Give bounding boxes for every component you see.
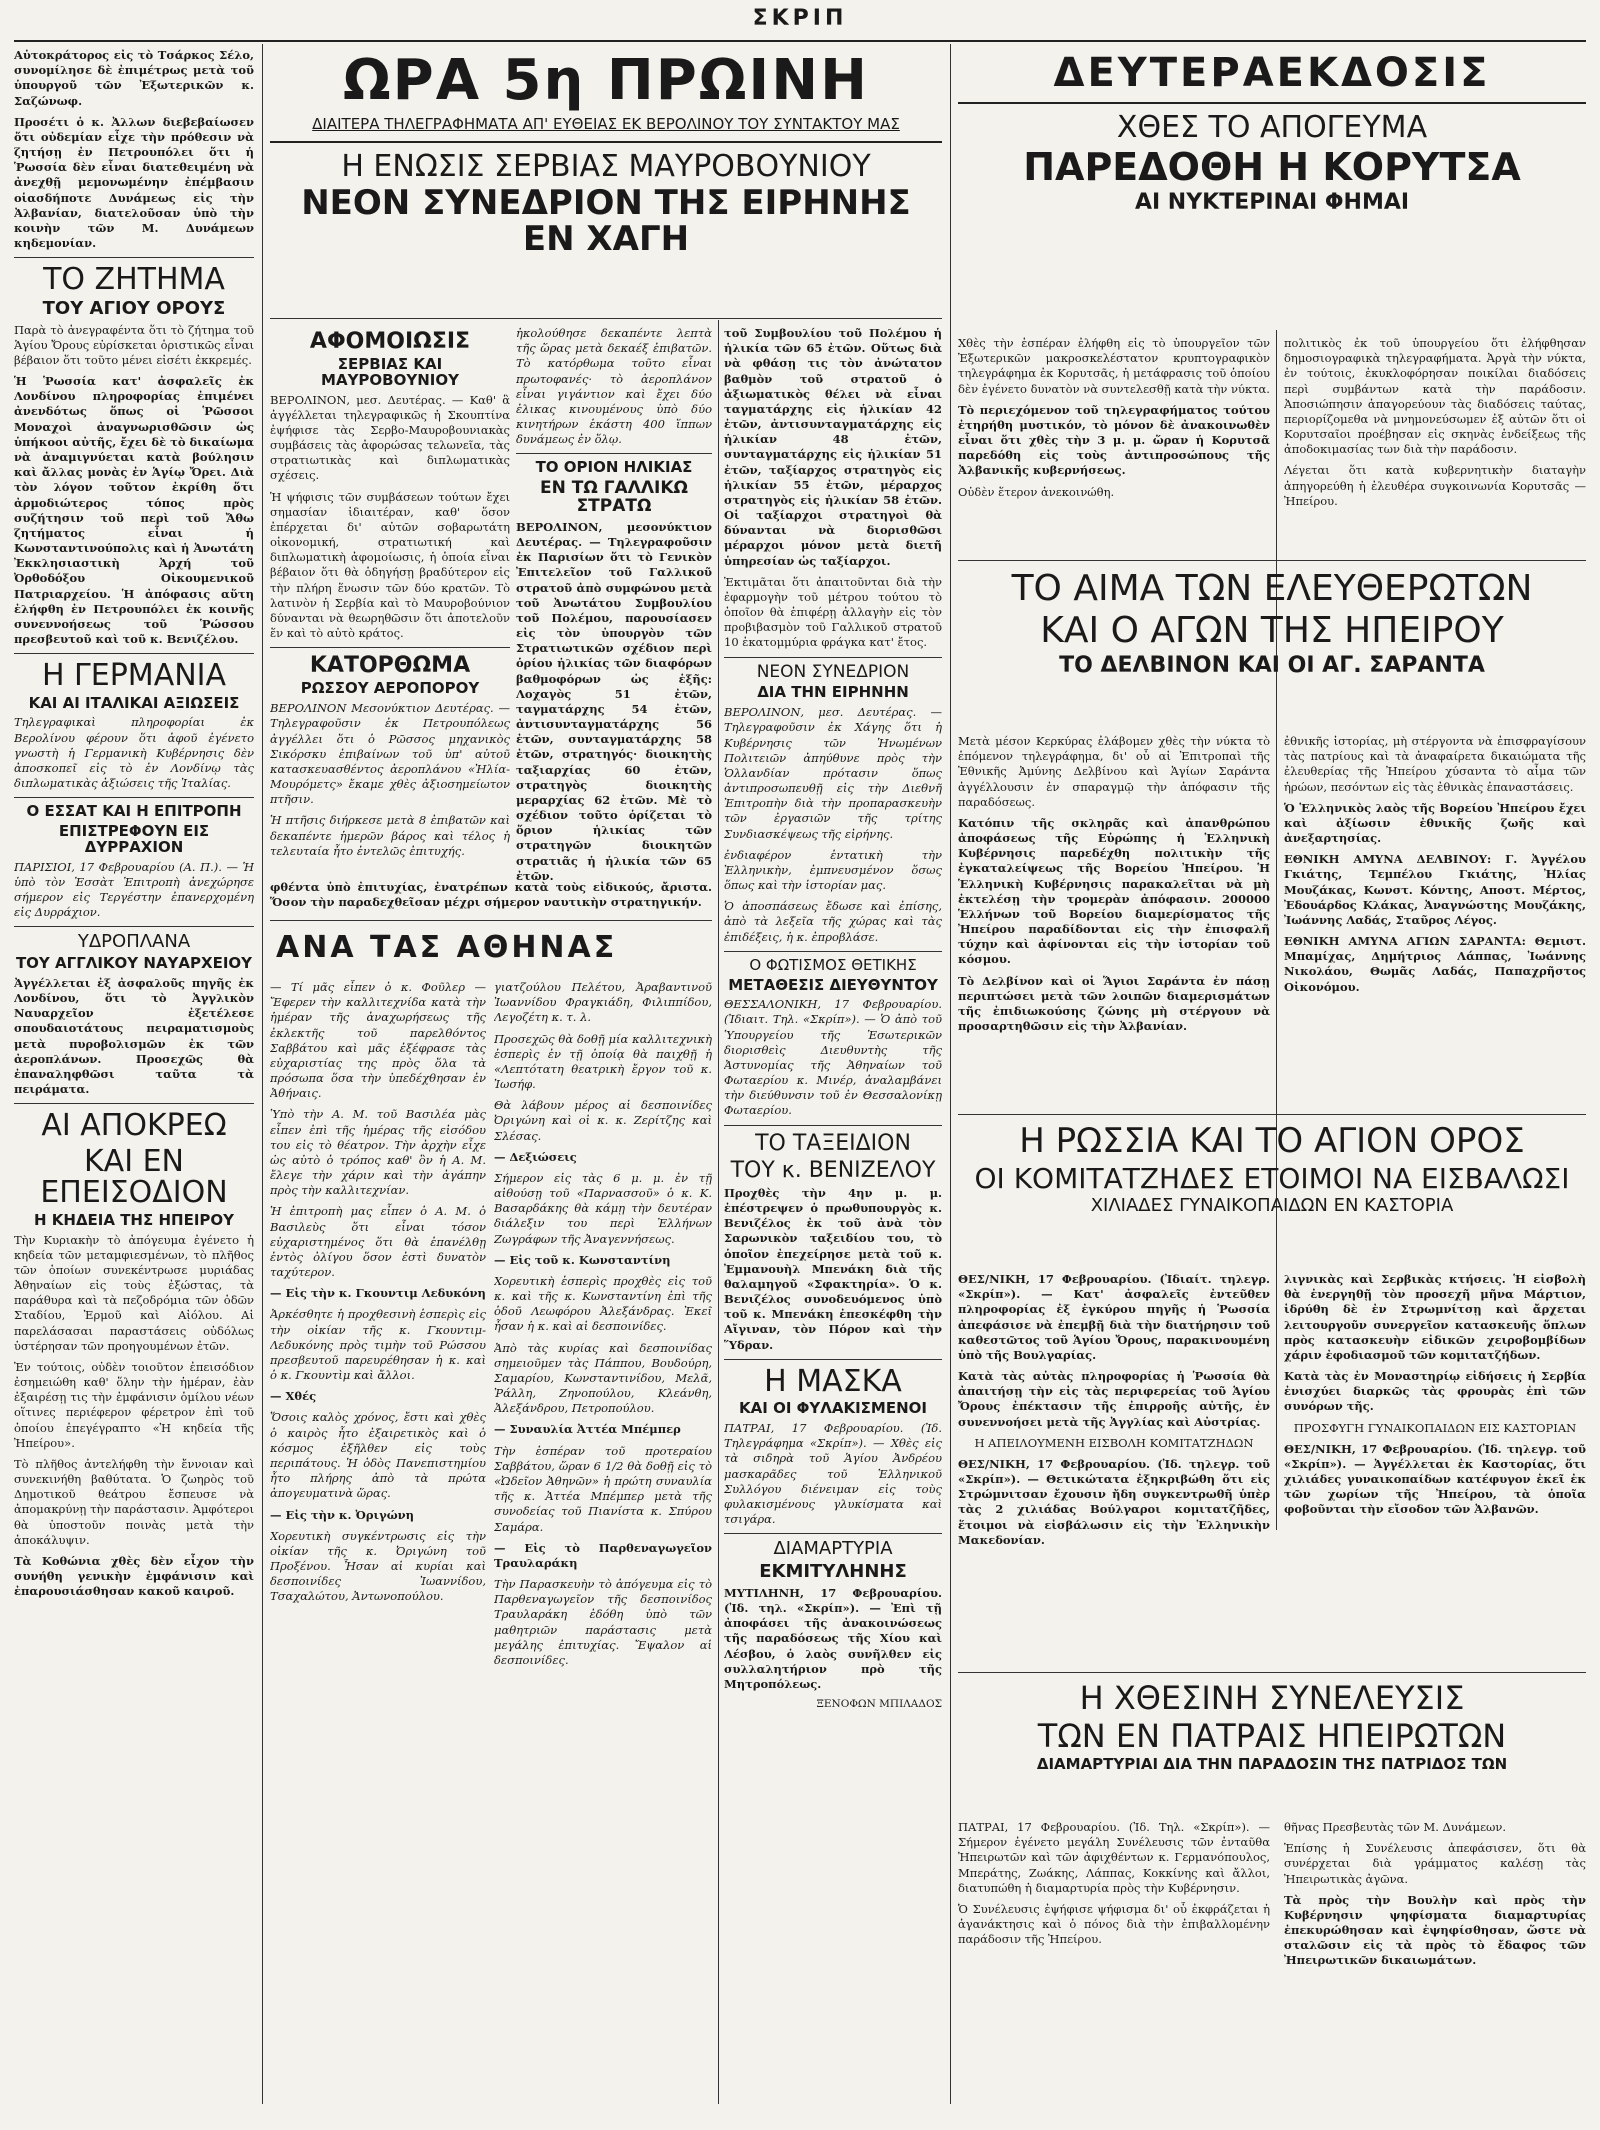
column-right-c bbox=[958, 734, 1270, 1114]
apokreo-subhead: ΚΑΙ ΕΝ ΕΠΕΙΣΟΔΙΟΝ bbox=[40, 1143, 228, 1211]
article-intro: Αὐτοκράτορος εἰς τὸ Τσάρκος Σέλο, συνομίλησε δὲ ἐπιμέτρως μετὰ τοῦ ὑπουργοῦ τῶν Ἐξωτερικῶν κ. Σαζώνωφ. bbox=[14, 48, 254, 108]
athens-b-para-8: Τὴν Παρασκευὴν τὸ ἀπόγευμα εἰς τὸ Παρθεναγωγεῖον τῆς δεσποινίδος Τραυλαράκη ἐδόθη ὑπὸ τῶν μαθητριῶν παράστασις μετὰ μεγάλης ἐπιτυχίας. Ἔψαλον αἱ δεσποινίδες. bbox=[494, 1577, 712, 1667]
divider bbox=[270, 141, 942, 143]
divider bbox=[724, 951, 942, 952]
komitadji-para-2: Κατὰ τὰς αὐτὰς πληροφορίας ἡ Ῥωσσία θὰ ἀπαιτήσῃ τὴν εἰς τὰς περιφερείας τοῦ Ἁγίου Ὄρους ἐπέκτασιν τῆς ἐπιρροῆς αὐτῆς, ἐν συνεννοήσει μετὰ τῆς Ἀγγλίας καὶ Αὐστρίας. bbox=[958, 1369, 1270, 1429]
peace-para-3: Ὁ ἀποσπάσεως ἔδωσε καὶ ἐπίσης, ἀπὸ τὰ λεξεῖα τῆς χώρας καὶ τὰς ἐπιδέξεις, ἡ κ. ἐπροβλάσε. bbox=[724, 899, 942, 944]
protest-signature: ΞΕΝΟΦΩΝ ΜΠΙΛΑΔΟΣ bbox=[816, 1698, 942, 1711]
divider bbox=[516, 453, 712, 454]
delvino-b-para-3: ΕΘΝΙΚΗ ΑΜΥΝΑ ΔΕΛΒΙΝΟΥ: Γ. Ἀγγέλου Γκιάτης, Τεμπέλου Γκιάτης, Ἠλίας Μουζάκας, Κωνστ. Κόντης, Αποστ. Μέρτος, Ἐδουάρδος Κλάκας, Ἀναγνώστης Μουζάκης, Ἰωάννης Λαδάς, Σταῦρος Λέγος. bbox=[1284, 852, 1586, 927]
divider bbox=[14, 797, 254, 798]
column-center-a bbox=[270, 326, 510, 886]
kastoria-subhead: ΧΙΛΙΑΔΕΣ ΓΥΝΑΙΚΟΠΑΙΔΩΝ ΕΝ ΚΑΣΤΟΡΙΑ bbox=[1090, 1195, 1454, 1217]
aviator-para-2: Ἡ πτῆσις διήρκεσε μετὰ 8 ἐπιβατῶν καὶ δεκαπέντε ἡμερῶν βάρος καὶ τέλος ἡ τελευταία ἦτο ἐντελῶς ἐπιτυχής. bbox=[270, 813, 510, 858]
athens-b-para-1: γιατζούλου Πελέτου, Ἀραβαντινοῦ Ἰωαννίδου Φραγκιάδη, Φιλιππίδου, Λεγοζέτη κ. τ. λ. bbox=[494, 980, 712, 1025]
aviator-para-1: ΒΕΡΟΛΙΝΟΝ Μεσονύκτιον Δευτέρας. — Τηλεγραφοῦσιν ἐκ Πετρουπόλεως ἀγγέλλει ὅτι ὁ Ρῶσσος μηχανικὸς Σικόρσκυ ἐπιβαίνων τοῦ ὑπ' αὐτοῦ κατασκευασθέντος ἀεροπλάνου «Ἠλία-Μουρόμετς» ἔκαμε χθὲς ἀξιοσημείωτον πτῆσιν. bbox=[270, 701, 510, 807]
mask-para: ΠΑΤΡΑΙ, 17 Φεβρουαρίου. (Ἰδ. Τηλεγράφημα «Σκρίπ»). — Χθὲς εἰς τὰ σιδηρὰ τοῦ Ἁγίου Ἀνδρέου μασκαρᾶδες τοῦ Ἑλληνικοῦ Συλλόγου διένειμαν εἰς τοὺς φυλακισμένους γλυκίσματα καὶ τσιγάρα. bbox=[724, 1420, 942, 1527]
apokreo-para-2: Ἐν τούτοις, οὐδὲν τοιοῦτον ἐπεισόδιον ἐσημειώθη καθ' ὅλην τὴν ἡμέραν, ἐὰν ἐξαιρέσῃ τις τὴν ἐμφάνισιν ὁμίλου νέων οἵτινες περιέφερον φέρετρον ἐπὶ τοῦ ὁποίου ἐπεγέγραπτο «Ἡ κηδεία τῆς Ἠπείρου». bbox=[14, 1359, 254, 1450]
athens-b-para-7: Τὴν ἑσπέραν τοῦ προτεραίου Σαββάτου, ὥραν 6 1/2 θὰ δοθῇ εἰς τὸ «Ὠδεῖον Ἀθηνῶν» ἡ πρώτη συναυλία τῆς κ. Ἀττέα Μπέμπερ μετὰ τῆς συνοδείας τοῦ Πιανίστα κ. Σπύρου Σαμάρα. bbox=[494, 1443, 712, 1534]
assembly-b-para-2: Ἐπίσης ἡ Συνέλευσις ἀπεφάσισεν, ὅτι θὰ συνέρχεται διὰ γράμματος καλέσῃ τὰς Ἠπειρωτικὰς ἀγῶνα. bbox=[1284, 1841, 1586, 1886]
column-right-d bbox=[1284, 734, 1586, 1114]
delvino-para-2: Κατόπιν τῆς σκληρᾶς καὶ ἀπανθρώπου ἀποφάσεως τῆς Εὐρώπης ἡ Ἑλληνικὴ Κυβέρνησις παρεδέχθη πολιτικὴν τῆς ἐγκαταλείψεως τῆς Βορείου Ἠπείρου. Ἡ Ἑλληνικὴ Κυβέρνησις παρακαλεῖται νὰ μὴ ἐκτελέσῃ τὴν τρομερὰν ἀπόφασιν. 200000 Ἑλλήνων τοῦ Βορείου διαμερίσματος τῆς Ἠπείρου παραδίδονται εἰς τὴν ἐπισφαλῆ τύχην καὶ ἀφίνονται εἰς τὴν ἱστορίαν τοῦ κόσμου. bbox=[958, 815, 1270, 967]
athens-para-1: — Τί μᾶς εἶπεν ὁ κ. Φοῦλερ — Ἔφερεν τὴν καλλιτεχνίδα κατὰ τὴν ἡμέραν τῆς ἀναχωρήσεως τῆς ἐκλεκτῆς τοῦ παρελθόντος Σαββάτου καὶ μᾶς ἐξέφρασε τὰς εὐχαριστίας της πρὸς ὅλα τὰ πρόσωπα ὅσα τὴν ὑπεδέχθησαν ἐν Ἀθήναις. bbox=[270, 980, 486, 1101]
athens-b-para-2: Προσεχῶς θὰ δοθῇ μία καλλιτεχνικὴ ἑσπερὶς ἐν τῇ ὁποίᾳ θὰ παιχθῇ ἡ «Λεπτότατη θεατρικὴ ἔργον τοῦ κ. Ἰωσήφ. bbox=[494, 1031, 712, 1092]
divider bbox=[958, 1114, 1586, 1115]
masthead: ΣΚΡΙΠ bbox=[752, 6, 848, 31]
athens-b-para-3: Θὰ λάβουν μέρος αἱ δεσποινίδες Ὀριγώνη καὶ οἱ κ. κ. Ζερίτζης καὶ Σλέσας. bbox=[494, 1098, 712, 1143]
mask-headline: Η ΜΑΣΚΑ bbox=[764, 1363, 902, 1399]
divider bbox=[724, 657, 942, 658]
assembly-headline: Η ΧΘΕΣΙΝΗ ΣΥΝΕΛΕΥΣΙΣ bbox=[1079, 1679, 1465, 1717]
column-right-b bbox=[1284, 336, 1586, 560]
assimilation-headline: ΑΦΟΜΟΙΩΣΙΣ bbox=[309, 329, 471, 354]
peace-subhead: ΔΙΑ ΤΗΝ ΕΙΡΗΝΗΝ bbox=[757, 683, 909, 702]
russia-heading-wrap bbox=[958, 1120, 1586, 1270]
korytsa-para-2: Τὸ περιεχόμενον τοῦ τηλεγραφήματος τούτου ἐτηρήθη μυστικόν, τὸ μόνον δὲ ἀνακοινωθὲν εἶναι ὅτι χθὲς τὴν 3 μ. μ. ὥραν ἡ Κορυτσᾶ παρεδόθη εἰς τοὺς ἀντιπροσώπους τῆς Ἀλβανικῆς κυβερνήσεως. bbox=[958, 402, 1270, 478]
apokreo-para-3: Τὸ πλῆθος ἀντελήφθη τὴν ἔννοιαν καὶ συνεκινήθη βαθύτατα. Ὁ ζωηρὸς τοῦ Δημοτικοῦ θεάτρου ἔσπευσε νὰ ἀπομακρύνῃ τὴν παράστασιν. Ἀμφότεροι θὰ ὑποστοῦν ποινὰς μετὰ τὴν ἀποκάλυψιν. bbox=[14, 1456, 254, 1547]
assimilation-para-2: Ἡ ψήφισις τῶν συμβάσεων τούτων ἔχει σημασίαν ἰδιαιτέραν, καθ' ὅσον ἐπέρχεται δι' αὐτῶν σοβαρωτάτη οἰκονομική, στρατιωτική καὶ διπλωματικὴ ἀφομοίωσις, ἡ ὁποία εἶναι βέβαιον ὅτι θὰ ὁδηγήσῃ βραδύτερον εἰς τὴν πλήρη ἕνωσιν τῶν δύο κρατῶν. Τὸ λατινὸν ἡ Σερβία καὶ τὸ Μαυροβούνιον δύνανται νὰ θεωρηθῶσιν ὅτι ἀποτελοῦν ἕν καὶ τὸ αὐτὸ κράτος. bbox=[270, 489, 510, 641]
komitadji-b-para-2: Κατὰ τὰς ἐν Μοναστηρίῳ εἰδήσεις ἡ Σερβία ἐνισχύει διαρκῶς τὰς φρουρὰς ἐπὶ τῶν συνόρων τῆς. bbox=[1284, 1369, 1586, 1414]
mask-subhead: ΚΑΙ ΟΙ ΦΥΛΑΚΙΣΜΕΝΟΙ bbox=[739, 1399, 927, 1418]
apokreo-para-1: Τὴν Κυριακὴν τὸ ἀπόγευμα ἐγένετο ἡ κηδεία τῶν μεταμφιεσμένων, τὸ πλῆθος τῶν ὁποίων συνεκέντρωσε μυριάδας Ἀθηναίων εἰς τοὺς ἐξώστας, τὰ παράθυρα καὶ τὰ πεζοδρόμια τῶν ὁδῶν Σταδίου, Ἑρμοῦ καὶ Αἰόλου. Αἱ παρελάσασαι παραστάσεις οὐδόλως ὑστέρησαν τῶν προηγουμένων ἐτῶν. bbox=[14, 1232, 254, 1353]
athens-para-4: Ἀρκέσθητε ἡ προχθεσινὴ ἑσπερὶς εἰς τὴν οἰκίαν τῆς κ. Γκουντιμ-Λεδυκόνης πρὸς τιμὴν τοῦ Ρώσσου πρεσβευτοῦ παρευρέθησαν ἡ κ. καὶ ὁ κ. Γκουντὶμ καὶ ἄλλοι. bbox=[270, 1307, 486, 1383]
column-rule bbox=[718, 320, 719, 2104]
athens-b-subhead-3: — Συναυλία Ἀττέα Μπέμπερ bbox=[494, 1422, 681, 1437]
athens-heading-wrap bbox=[270, 924, 712, 984]
column-athens-b bbox=[494, 980, 712, 2104]
age-limit-para: ΒΕΡΟΛΙΝΟΝ, μεσονύκτιον Δευτέρας. — Τηλεγραφοῦσιν ἐκ Παρισίων ὅτι τὸ Γενικὸν Ἐπιτελεῖον τοῦ Γαλλικοῦ στρατοῦ ἀπὸ συμφώνου μετὰ τοῦ Ἀνωτάτου Συμβουλίου τοῦ Πολέμου, παρουσίασεν εἰς τὸν ὑπουργὸν τῶν Στρατιωτικῶν σχέδιον περὶ ὁρίου ἡλικίας τῶν διαφόρων βαθμοφόρων ὡς ἑξῆς: Λοχαγὸς 51 ἐτῶν, ταγματάρχης 54 ἐτῶν, ἀντισυνταγματάρχης 56 ἐτῶν, συνταγματάρχης 58 ἐτῶν, στρατηγός· διοικητὴς ταξιαρχίας 60 ἐτῶν, στρατηγὸς διοικητὴς μεραρχίας 62 ἐτῶν. Μὲ τὸ σχέδιον τοῦτο ὁρίζεται τὸ ὅριον ἡλικίας τῶν στρατηγῶν διοικητῶν στρατιᾶς ἡ ἡλικία τῶν 65 ἐτῶν. bbox=[516, 519, 712, 883]
divider bbox=[724, 1125, 942, 1126]
korytsa-para-1: Χθὲς τὴν ἑσπέραν ἐλήφθη εἰς τὸ ὑπουργεῖον τῶν Ἐξωτερικῶν μακροσκελέστατον κρυπτογραφικὸν τηλεγράφημα ἐκ Κορυτσᾶς, ἡ μετάφρασις τοῦ ὁποίου δὲν ἐγένετο δυνατὸν νὰ συντελεσθῇ κατὰ τὴν νύκτα. bbox=[958, 336, 1270, 396]
hydro-para: Ἀγγέλλεται ἐξ ἀσφαλοῦς πηγῆς ἐκ Λονδίνου, ὅτι τὸ Ἀγγλικὸν Ναυαρχεῖον ἐξετέλεσε σπουδαιοτάτους πειραματισμοὺς μετὰ πυροβολισμῶν ἐκ τῶν ἀεροπλάνων. Προσεχῶς θὰ ἐπαναληφθῶσι ταῦτα τὰ πειράματα. bbox=[14, 975, 254, 1097]
apokreo-para-4: Τὰ Κοθώνια χθὲς δὲν εἶχον τὴν συνήθη γενικὴν ἐμφάνισιν καὶ ἐπαρουσιάσθησαν κακοῦ καιροῦ. bbox=[14, 1553, 254, 1599]
athos-headline: ΤΟ ΖΗΤΗΜΑ bbox=[43, 262, 225, 298]
delvino-b-para-4: ΕΘΝΙΚΗ ΑΜΥΝΑ ΑΓΙΩΝ ΣΑΡΑΝΤΑ: Θεμιστ. Μπαμίχας, Δημήτριος Λάππας, Ἰωάννης Νικολάου, Θωμᾶς Λαδάς, Παπαχρῆστος Οἰκονόμου. bbox=[1284, 934, 1586, 994]
komitadji-para-3: ΘΕΣ/ΝΙΚΗ, 17 Φεβρουαρίου. (Ἰδ. τηλεγρ. τοῦ «Σκρίπ»). — Θετικώτατα ἐξηκριβώθη ὅτι εἰς Στρώμνιτσαν ἔχουσιν ἤδη συγκεντρωθῆ ὑπὲρ τὰς 2 χιλιάδας Βούλγαροι κομιτατζῆδες, ἕτοιμοι νὰ εἰσβάλωσιν εἰς τὴν Ἑλληνικὴν Μακεδονίαν. bbox=[958, 1456, 1270, 1547]
peace-para: ΒΕΡΟΛΙΝΟΝ, μεσ. Δευτέρας. — Τηλεγραφοῦσιν ἐκ Χάγης ὅτι ἡ Κυβέρνησις τῶν Ἡνωμένων Πολιτειῶν ἀπηύθυνε πρὸς τὴν Ὁλλανδίαν πρότασιν ὅπως ἀντιπροσωπευθῇ εἰς τὴν Διεθνῆ Ἐπιτροπὴν διὰ τὴν προπαρασκευὴν τῶν ἐργασιῶν τῆς τρίτης Συνδιασκέψεως τῆς εἰρήνης. bbox=[724, 705, 942, 841]
germany-headline: Η ΓΕΡΜΑΝΙΑ bbox=[41, 658, 227, 694]
athens-para-3: Ἡ ἐπιτροπὴ μας εἶπεν ὁ Α. Μ. ὁ Βασιλεὺς ὅτι εἶναι τόσον εὐχαριστημένος ὅτι θὰ ἐπανέλθῃ ἐντὸς ὀλίγου ὅσον ἐστὶ δυνατὸν ταχύτερον. bbox=[270, 1204, 486, 1280]
athens-subhead-1: — Εἰς τὴν κ. Γκουντιμ Λεδυκόνη bbox=[270, 1286, 486, 1301]
second-edition-banner: ΔΕΥΤΕΡΑΕΚΔΟΣΙΣ bbox=[1053, 50, 1491, 96]
assembly-subhead-2: ΔΙΑΜΑΡΤΥΡΙΑΙ ΔΙΑ ΤΗΝ ΠΑΡΑΔΟΣΙΝ ΤΗΣ ΠΑΤΡΙΔΟΣ ΤΩΝ bbox=[1036, 1755, 1508, 1774]
hydro-headline: ΥΔΡΟΠΛΑΝΑ bbox=[77, 931, 191, 953]
divider bbox=[270, 647, 510, 648]
protest-headline: ΔΙΑΜΑΡΤΥΡΙΑ bbox=[773, 1538, 893, 1560]
column-center-b bbox=[516, 326, 712, 886]
column-rule bbox=[950, 44, 951, 2104]
union-headline: Η ΕΝΩΣΙΣ ΣΕΡΒΙΑΣ ΜΑΥΡΟΒΟΥΝΙΟΥ bbox=[341, 148, 871, 184]
divider bbox=[14, 257, 254, 258]
athens-b-subhead-1: — Δεξιώσεις bbox=[494, 1149, 577, 1164]
age-cont-para-1: τοῦ Συμβουλίου τοῦ Πολέμου ἡ ἡλικία τῶν 65 ἐτῶν. Οὕτως διὰ νὰ φθάσῃ τις τὸν ἀνώτατον βαθμὸν τοῦ στρατοῦ ὁ ἀξιωματικὸς θέλει νὰ εἶναι ταγματάρχης εἰς ἡλικίαν 42 ἐτῶν, ἀντισυνταγματάρχης εἰς ἡλικίαν 48 ἐτῶν, συνταγματάρχης εἰς ἡλικίαν 51 ἐτῶν, ταξίαρχος στρατηγὸς εἰς ἡλικίαν 55 ἐτῶν, μέραρχος στρατηγὸς εἰς ἡλικίαν 58 ἐτῶν. Οἱ ταξίαρχοι στρατηγοὶ θὰ δύνανται νὰ διορισθῶσι μέραρχοι μόνον μετὰ διετῆ ὑπηρεσίαν ὡς ταξίαρχοι. bbox=[724, 326, 942, 568]
banner-headline: ΩΡΑ 5η ΠΡΩΙΝΗ bbox=[343, 48, 869, 113]
athens-b-subhead-2: — Εἰς τοῦ κ. Κωνσταντίνη bbox=[494, 1252, 671, 1267]
komitadji-b-subhead-2: ΠΡΟΣΦΥΓΗ ΓΥΝΑΙΚΟΠΑΙΔΩΝ ΕΙΣ ΚΑΣΤΟΡΙΑΝ bbox=[1293, 1420, 1577, 1435]
column-rule bbox=[262, 44, 263, 2104]
column-center-c bbox=[724, 326, 942, 2106]
blood-heading-wrap bbox=[958, 566, 1586, 732]
divider bbox=[14, 653, 254, 654]
peace-para-2: ἐνδιαφέρον ἐντατικὴ τὴν Ἑλληνικὴν, ἐμπνευσμένον ὅσως ὅπως καὶ τὴν ἱστορίαν μας. bbox=[724, 847, 942, 893]
delvino-para-1: Μετὰ μέσον Κερκύρας ἐλάβομεν χθὲς τὴν νύκτα τὸ ἑπόμενον τηλεγράφημα, δι' οὗ αἱ Ἐπιτροπαὶ τῆς Ἐθνικῆς Ἀμύνης Δελβίνου καὶ Ἁγίων Σαράντα ἀγγέλλουσιν ἐν σπαραγμῷ τὴν ἀπόφασιν τῆς παραδόσεως. bbox=[958, 734, 1270, 809]
column-right-a bbox=[958, 336, 1270, 560]
athos-para-1: Παρὰ τὸ ἀνεγραφέντα ὅτι τὸ ζήτημα τοῦ Ἁγίου Ὄρους εὑρίσκεται ὁριστικῶς εἶναι βέβαιον ὅτι τοῦτο μένει εἰσέτι ἐκκρεμές. bbox=[14, 322, 254, 367]
essad-subhead: ΕΠΙΣΤΡΕΦΟΥΝ ΕΙΣ ΔΥΡΡΑΧΙΟΝ bbox=[58, 822, 210, 856]
column-right-top bbox=[958, 48, 1586, 334]
athens-subhead-2: — Χθές bbox=[270, 1389, 317, 1404]
germany-para: Τηλεγραφικαὶ πληροφορίαι ἐκ Βερολίνου φέρουν ὅτι ἀφοῦ ἐγένετο γνωστὴ ἡ Γερμανικὴ Κυβέρνησις δὲν ἀποσκοπεῖ εἰς τὸ ἐν Λονδίνῳ τὰς διπλωματικὰς ἀξιώσεις τῆς Ἰταλίας. bbox=[14, 715, 254, 791]
column-right-f bbox=[1284, 1272, 1586, 1672]
banner-subhead: ΔΙΑΙΤΕΡΑ ΤΗΛΕΓΡΑΦΗΜΑΤΑ ΑΠ' ΕΥΘΕΙΑΣ ΕΚ ΒΕΡΟΛΙΝΟΥ ΤΟΥ ΣΥΝΤΑΚΤΟΥ ΜΑΣ bbox=[312, 114, 900, 133]
protest-para: ΜΥΤΙΛΗΝΗ, 17 Φεβρουαρίου. (Ἰδ. τηλ. «Σκρίπ»). — Ἐπὶ τῇ ἀποφάσει τῆς ἀνακοινώσεως τῆς παραδόσεως τῆς Χίου καὶ Λέσβου, ὁ λαὸς συνῆλθεν εἰς συλλαλητήριον πρὸ τῆς Μητροπόλεως. bbox=[724, 1585, 942, 1691]
divider bbox=[270, 318, 942, 319]
athens-b-para-4: Σήμερον εἰς τὰς 6 μ. μ. ἐν τῇ αἰθούσῃ τοῦ «Παρνασσοῦ» ὁ κ. Κ. Βασαρδάκης θὰ κάμῃ τὴν δευτέραν διάλεξιν του περὶ Ἐλλήνων Ζωγράφων τῆς Ἀναγεννήσεως. bbox=[494, 1170, 712, 1246]
assembly-para-2: Ὁ Συνέλευσις ἐψήφισε ψήφισμα δι' οὗ ἐκφράζεται ἡ ἀγανάκτησις καὶ ὁ πόνος διὰ τὴν ἐπιβαλλομένην παράδοσιν τῆς Ἠπείρου. bbox=[958, 1901, 1270, 1947]
essad-headline: Ο ΕΣΣΑΤ ΚΑΙ Η ΕΠΙΤΡΟΠΗ bbox=[26, 802, 242, 821]
athens-b-subhead-4: — Εἰς τὸ Παρθεναγωγεῖον Τραυλαράκη bbox=[494, 1540, 712, 1570]
komitadji-para-1: ΘΕΣ/ΝΙΚΗ, 17 Φεβρουαρίου. (Ἰδιαίτ. τηλεγρ. «Σκρίπ»). — Κατ' ἀσφαλεῖς ἐντεῦθεν πληροφορίας ἐξ ἐγκύρου πηγῆς ἡ Ῥωσσία ἀπεφάσισε νὰ ἐπεμβῇ διὰ τὴν διατήρησιν τοῦ καθεστῶτος τοῦ Ἁγίου Ὄρους, παρακινουμένη ὑπὸ τῆς Βουλγαρίας. bbox=[958, 1272, 1270, 1362]
transfer-headline: ΜΕΤΑΘΕΣΙΣ ΔΙΕΥΘΥΝΤΟΥ bbox=[728, 975, 938, 994]
delvino-subhead: ΤΟ ΔΕΛΒΙΝΟΝ ΚΑΙ ΟΙ ΑΓ. ΣΑΡΑΝΤΑ bbox=[1059, 652, 1485, 678]
divider bbox=[958, 1672, 1586, 1673]
divider bbox=[14, 1103, 254, 1104]
korytsa-b-para-2: Λέγεται ὅτι κατὰ κυβερνητικὴν διαταγὴν ἀπηγορεύθη ἡ ἐλευθέρα συγκοινωνία Κορυτσᾶς — Ἠπείρου. bbox=[1284, 463, 1586, 508]
russia-headline: Η ΡΩΣΣΙΑ ΚΑΙ ΤΟ ΑΓΙΟΝ ΟΡΟΣ bbox=[1019, 1121, 1525, 1161]
age-limit-headline: ΤΟ ΟΡΙΟΝ ΗΛΙΚΙΑΣ bbox=[535, 458, 693, 477]
apokreo-subhead-2: Η ΚΗΔΕΙΑ ΤΗΣ ΗΠΕΙΡΟΥ bbox=[33, 1210, 235, 1229]
assembly-b-para-3: Τὰ πρὸς τὴν Βουλὴν καὶ πρὸς τὴν Κυβέρνησιν ψηφίσματα διαμαρτυρίας ἐπεκυρώθησαν καὶ ἐψηφίσθησαν, ὥστε νὰ σταλῶσιν εἰς τὰ πρὸς τὸ ἔδαφος τῶν Ἠπειρωτικῶν δικαιωμάτων. bbox=[1284, 1892, 1586, 1968]
column-center-bridge bbox=[270, 880, 712, 920]
column-right-g bbox=[958, 1820, 1270, 2110]
athens-b-para-6: Ἀπὸ τὰς κυρίας καὶ δεσποινίδας σημειοῦμεν τὰς Πάππου, Βουδούρη, Σαμαρίου, Κωνσταντινίδου, Μελᾶ, Ῥάλλη, Ζηνοπούλου, Κλεάνθη, Ἀλεξάνδρου, Πετροπούλου. bbox=[494, 1340, 712, 1416]
age-limit-subhead: ΕΝ ΤΩ ΓΑΛΛΙΚΩ ΣΤΡΑΤΩ bbox=[540, 478, 688, 516]
masthead-rule bbox=[14, 40, 1586, 42]
column-right-h bbox=[1284, 1820, 1586, 2110]
aviator-subhead: ΡΩΣΣΟΥ ΑΕΡΟΠΟΡΟΥ bbox=[300, 679, 480, 698]
athens-subhead-3: — Εἰς τὴν κ. Ὀριγώνη bbox=[270, 1507, 414, 1522]
aviator-para-3: ἠκολούθησε δεκαπέντε λεπτὰ τῆς ὥρας μετὰ δεκαέξ ἐπιβατῶν. Τὸ κατόρθωμα τοῦτο εἶναι πρωτοφανές· τὸ ἀεροπλάνον εἶναι γιγάντιον καὶ ἔχει δύο ἐλικας κινουμένους ὑπὸ δύο κινητήρων ἑκάστη 400 ἵππων δυνάμεως ἐν ὅλῳ. bbox=[516, 326, 712, 447]
divider bbox=[958, 102, 1586, 104]
apokreo-headline: ΑΙ ΑΠΟΚΡΕΩ bbox=[41, 1108, 227, 1144]
komitadji-headline: ΟΙ ΚΟΜΙΤΑΤΖΗΔΕΣ ΕΤΟΙΜΟΙ ΝΑ ΕΙΣΒΑΛΩΣΙ bbox=[974, 1161, 1570, 1195]
column-left bbox=[14, 48, 254, 2108]
age-cont-para-2: Ἐκτιμᾶται ὅτι ἀπαιτοῦνται διὰ τὴν ἐφαρμογὴν τοῦ μέτρου τούτου τὸ ὁποῖον θὰ ἐπιφέρῃ ἀλλαγὴν εἰς τὸν προβιβασμὸν τοῦ Γαλλικοῦ στρατοῦ 10 ἑκατομμύρια φράγκα κατ' ἔτος. bbox=[724, 574, 942, 650]
athos-subhead: ΤΟΥ ΑΓΙΟΥ ΟΡΟΥΣ bbox=[42, 297, 226, 319]
divider bbox=[270, 920, 712, 921]
divider bbox=[14, 926, 254, 927]
article-intro-2: Προσέτι ὁ κ. Ἀλλων διεβεβαίωσεν ὅτι οὐδεμίαν εἶχε τὴν πρόθεσιν νὰ ζητήσῃ ἐν Πετρουπόλει ὅτι ἡ Ῥωσσία δὲν εἶναι διατεθειμένη νὰ ἀνεχθῇ μεμονωμένην ἐπέμβασιν οἱασδήποτε Δυνάμεως εἰς τὴν Ἀλβανίαν, διατελοῦσαν ὑπὸ τὴν κοινὴν τῶν Μ. Δυνάμεων κηδεμονίαν. bbox=[14, 114, 254, 251]
komitadji-subhead-1: Η ΑΠΕΙΛΟΥΜΕΝΗ ΕΙΣΒΟΛΗ ΚΟΜΙΤΑΤΖΗΔΩΝ bbox=[974, 1435, 1254, 1450]
assembly-heading-wrap bbox=[958, 1678, 1586, 1818]
trip-headline: ΤΟ ΤΑΞΕΙΔΙΟΝ bbox=[755, 1130, 911, 1156]
germany-subhead: ΚΑΙ ΑΙ ΙΤΑΛΙΚΑΙ ΑΞΙΩΣΕΙΣ bbox=[28, 693, 240, 712]
hydro-subhead: ΤΟΥ ΑΓΓΛΙΚΟΥ ΝΑΥΑΡΧΕΙΟΥ bbox=[15, 954, 253, 973]
delvino-b-para-1: ἐθνικῆς ἱστορίας, μὴ στέργοντα νὰ ἐπισφραγίσουν τὰς πατρίους καὶ τὰ ἀναφαίρετα δικαιώματα τῆς ἐλευθερίας τῆς Ἠπείρου χύσαντα τὸ αἷμα τῶν ἡρώων, πεσόντων εἰς τὰς ἐθνικὰς ἐπαναστάσεις. bbox=[1284, 734, 1586, 794]
athens-b-para-5: Χορευτικὴ ἑσπερὶς προχθὲς εἰς τοῦ κ. καὶ τῆς κ. Κωνσταντίνη ἐπὶ τῆς ὁδοῦ Λεωφόρου Ἀλεξάνδρας. Ἐκεῖ ἦσαν ἡ κ. καὶ αἱ δεσποινίδες. bbox=[494, 1273, 712, 1334]
assembly-b-para-1: θῆνας Πρεσβευτὰς τῶν Μ. Δυνάμεων. bbox=[1284, 1820, 1507, 1834]
column-center-top bbox=[270, 48, 942, 324]
korytsa-b-para-1: πολιτικὸς ἐκ τοῦ ὑπουργείου ὅτι ἐλήφθησαν δημοσιογραφικὰ τηλεγραφήματα. Ἀργὰ τὴν νύκτα, ἐν τούτοις, ἐκυκλοφόρησαν ποικίλαι διαδόσεις περὶ συμβάντων κατὰ τὴν παράδοσιν. Ἀποσιώπησιν ἀπαγορεύουν τὰς διαδόσεις ταύτας, περιορίζομεθα νὰ μνημονεύσωμεν ἐξ αὐτῶν ὅτι οἱ Κορυτσαῖοι προέβησαν εἰς σκηνὰς ἐνδείξεως τῆς ἀποδοκιμασίας των διὰ τὴν παράδοσιν. bbox=[1284, 336, 1586, 457]
night-rumours-subhead: ΑΙ ΝΥΚΤΕΡΙΝΑΙ ΦΗΜΑΙ bbox=[1134, 190, 1410, 216]
athens-para-6: Χορευτικὴ συγκέντρωσις εἰς τὴν οἰκίαν τῆς κ. Ὀριγώνη τοῦ Προξένου. Ἦσαν αἱ κυρίαι καὶ δεσποινίδες Ἰωαννίδου, Τσαχαλώτου, Ἀντωνοπούλου. bbox=[270, 1528, 486, 1604]
athens-para-2: Ὑπὸ τὴν Α. Μ. τοῦ Βασιλέα μὰς εἶπεν ἐπὶ τῆς ἡμέρας τῆς εἰσόδου του εἰς τὸ θέατρον. Τὴν ἀρχὴν εἶχε ὡς αὐτὸ ὁ τρόπος καθ' ὃν ἡ Α. Μ. ἔλεγε τὴν χάριν καὶ τὴν ἀγάπην πρὸς τὴν καλλιτεχνίαν. bbox=[270, 1107, 486, 1198]
delvino-b-para-2: Ὁ Ἑλληνικὸς λαὸς τῆς Βορείου Ἠπείρου ἔχει καὶ ἀξίωσιν ἐθνικῆς ζωῆς καὶ ἀνεξαρτησίας. bbox=[1284, 800, 1586, 846]
athens-headline: ΑΝΑ ΤΑΣ ΑΘΗΝΑΣ bbox=[276, 930, 618, 965]
delvino-para-3: Τὸ Δελβίνον καὶ οἱ Ἅγιοι Σαράντα ἐν πάσῃ περιπτώσει μετὰ τῶν λοιπῶν διαμερισμάτων τῆς ἐπιδιωκούσης ζώνης μὴ στέργουν νὰ προσαρτηθῶσιν εἰς τὴν Ἀλβανίαν. bbox=[958, 973, 1270, 1034]
assembly-para-1: ΠΑΤΡΑΙ, 17 Φεβρουαρίου. (Ἰδ. Τηλ. «Σκρίπ»). — Σήμερον ἐγένετο μεγάλη Συνέλευσις τῶν ἐνταῦθα Ἠπειρωτῶν καὶ τῶν ἀφιχθέντων κ. Γερμανόπουλος, Μπεράτης, Ζωάκης, Λάππας, Κοκκίνης καὶ ἄλλοι, διατυπώθη ἡ διαμαρτυρία πρὸς τὴν Κυβέρνησιν. bbox=[958, 1820, 1270, 1895]
blood-headline: ΤΟ ΑΙΜΑ ΤΩΝ ΕΛΕΥΘΕΡΩΤΩΝ bbox=[1011, 568, 1533, 609]
divider bbox=[724, 1359, 942, 1360]
trip-para: Προχθὲς τὴν 4ην μ. μ. ἐπέστρεψεν ὁ πρωθυπουργὸς κ. Βενιζέλος ἐκ τοῦ ἀνὰ τὸν Σαρωνικὸν ταξειδίου του, τὸ ὁποῖον ἐπεχείρησε μετὰ τοῦ κ. Ἐμμανουὴλ Μπενάκη διὰ τῆς θαλαμηγοῦ «Σφακτηρία». Ὁ κ. Βενιζέλος συνοδευόμενος ὑπὸ τοῦ κ. Μπενάκη ἐπεσκέφθη τὴν Αἴγιναν, τὸν Πόρον καὶ τὴν Ὕδραν. bbox=[724, 1185, 942, 1352]
peace-headline: ΝΕΟΝ ΣΥΝΕΔΡΙΟΝ bbox=[756, 661, 910, 682]
conference-headline: ΝΕΟΝ ΣΥΝΕΔΡΙΟΝ ΤΗΣ ΕΙΡΗΝΗΣ ΕΝ ΧΑΓΗ bbox=[301, 183, 911, 259]
essad-para: ΠΑΡΙΣΙΟΙ, 17 Φεβρουαρίου (Α. Π.). — Ἡ ὑπὸ τὸν Ἐσσὰτ Ἐπιτροπὴ ἀνεχώρησε σήμερον εἰς Τεργέστην ἐπανερχομένη εἰς Δυρράχιον. bbox=[14, 859, 254, 920]
korytsa-headline: ΠΑΡΕΔΟΘΗ Η ΚΟΡΥΤΣΑ bbox=[1023, 144, 1521, 189]
struggle-headline: ΚΑΙ Ο ΑΓΩΝ ΤΗΣ ΗΠΕΙΡΟΥ bbox=[1040, 609, 1504, 651]
athens-para-5: Ὅσοις καλὸς χρόνος, ἔστι καὶ χθὲς ὁ καιρὸς ἦτο ἐξαιρετικὸς καὶ ὁ κόσμος ἐξῆλθεν εἰς τοὺς περιπάτους. Ἡ ὁδὸς Πανεπιστημίου ἦτο πλήρης ἀπὸ τὰ πρώτα ἀπογευματινὰ ὥρας. bbox=[270, 1410, 486, 1501]
assembly-subhead: ΤΩΝ ΕΝ ΠΑΤΡΑΙΣ ΗΠΕΙΡΩΤΩΝ bbox=[1037, 1716, 1507, 1755]
lighting-headline: Ο ΦΩΤΙΣΜΟΣ ΘΕΤΙΚΗΣ bbox=[749, 955, 917, 974]
trip-subhead: ΤΟΥ κ. ΒΕΝΙΖΕΛΟΥ bbox=[730, 1157, 936, 1183]
aviator-headline: ΚΑΤΟΡΘΩΜΑ bbox=[309, 653, 471, 679]
age-limit-continued: φθέντα ὑπὸ ἐπιτυχίας, ἐνατρέπων κατὰ τοὺς εἰδικούς, ἄριστα. Ὅσον τὴν παραδεχθεῖσαν μέχρι σήμερον ναυτικὴν στρατηγικήν. bbox=[270, 880, 712, 910]
korytsa-para-3: Οὐδὲν ἕτερον ἀνεκοινώθη. bbox=[958, 484, 1115, 499]
column-rule bbox=[1276, 330, 1277, 1530]
column-right-e bbox=[958, 1272, 1270, 1672]
athos-para-2: Ἡ Ῥωσσία κατ' ἀσφαλεῖς ἐκ Λονδίνου πληροφορίας ἐπιμένει ἀνενδότως ὅπως οἱ Ῥῶσσοι Μοναχοὶ ἀναγνωρισθῶσιν ὡς ὑπήκοοι αὐτῆς, ἔχει δὲ τὸ δικαίωμα νὰ ἀναμιγνύεται κατὰ βούλησιν καὶ ἄλλας μονὰς ἐν Ἁγίῳ Ὄρει. Διὰ τὸν λόγον τοῦτον ἐκρίθη ὅτι ἀρμοδιώτερος τόπος πρὸς συζήτησιν τοῦ περὶ τοῦ Ἄθω ζητήματος εἶναι ἡ Κωνσταντινούπολις καὶ ἡ Ἀνωτάτη Ἐκκλησιαστικὴ Ἀρχή τοῦ Ὀρθοδόξου Οἰκουμενικοῦ Πατριαρχείου. Ἡ ἀπόφασις αὕτη ἐλήφθη ἐν Πετρουπόλει ἐκ κοινῆς συνεννοήσεως τοῦ Ῥώσσου πρεσβευτοῦ καὶ τοῦ κ. Βενιζέλου. bbox=[14, 374, 254, 647]
komitadji-b-para-3: ΘΕΣ/ΝΙΚΗ, 17 Φεβρουαρίου. (Ἰδ. τηλεγρ. τοῦ «Σκρίπ»). — Ἀγγέλλεται ἐκ Καστορίας, ὅτι χιλιάδες γυναικοπαίδων κατέφυγον ἐκεῖ ἐκ τῶν χωρίων τῆς Ἠπείρου, τὰ ὁποῖα φοβοῦνται τὴν εἴσοδον τῶν Ἀλβανῶν. bbox=[1284, 1441, 1586, 1517]
divider bbox=[958, 560, 1586, 561]
yesterday-headline: ΧΘΕΣ ΤΟ ΑΠΟΓΕΥΜΑ bbox=[1116, 110, 1428, 145]
column-athens-a bbox=[270, 980, 486, 2104]
transfer-para: ΘΕΣΣΑΛΟΝΙΚΗ, 17 Φεβρουαρίου. (Ἰδιαιτ. Τηλ. «Σκρίπ»). — Ὁ ἀπὸ τοῦ Ὑπουργείου τῆς Ἐσωτερικῶν διορισθεὶς Διευθυντὴς τῆς Ἀστυνομίας τῆς Ἀθηναίων τοῦ Φωταερίου κ. Μινέρ, ἀναλαμβάνει τὴν διεύθυνσιν τοῦ ἐν Θεσσαλονίκῃ Φωταερίου. bbox=[724, 997, 942, 1118]
assimilation-para-1: ΒΕΡΟΛΙΝΟΝ, μεσ. Δευτέρας. — Καθ' ἃ ἀγγέλλεται τηλεγραφικῶς ἡ Σκουπτίνα ἐψήφισε τὰς Σερβο-Μαυροβουνιακὰς συμβάσεις τὰς ἀφορώσας τελωνεῖα, τὰς στρατιωτικὰς καὶ διπλωματικὰς σχέσεις. bbox=[270, 392, 510, 483]
divider bbox=[724, 1533, 942, 1534]
protest-subhead: ΕΚΜΙΤΥΛΗΝΗΣ bbox=[759, 1561, 907, 1583]
komitadji-b-para-1: λιγνικὰς καὶ Σερβικὰς κτήσεις. Ἡ εἰσβολὴ θὰ ἐνεργηθῇ τὸν προσεχῆ μῆνα Μάρτιον, ἱδρύθη δὲ ἐν Στρωμνίτσῃ καὶ ἄρχεται λειτουργοῦν συνεργεῖον κατασκευῆς ὅπλων πρὸς κατασκευὴν εἰδικῶν χειροβομβίδων χάριν ἐφοδιασμοῦ τῶν κομιτατζήδων. bbox=[1284, 1272, 1586, 1362]
assimilation-subhead: ΣΕΡΒΙΑΣ ΚΑΙ ΜΑΥΡΟΒΟΥΝΙΟΥ bbox=[321, 355, 459, 389]
